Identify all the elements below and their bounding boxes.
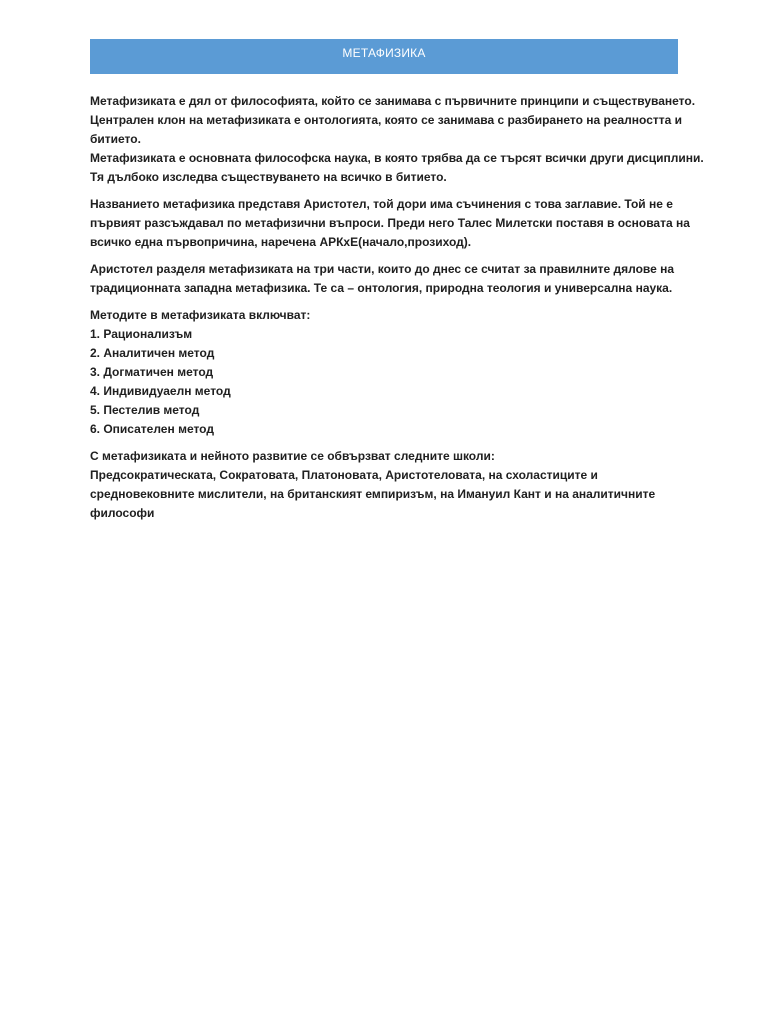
- text-line: Названието метафизика представя Аристотел, той дори има съчинения с това заглавие. Той не е: [90, 197, 673, 211]
- text-line: философи: [90, 506, 155, 520]
- text-line: всичко една първопричина, наречена АРКхЕ(начало,прозиход).: [90, 235, 472, 249]
- list-item: 6. Описателен метод: [90, 422, 214, 436]
- text-line: първият разсъждавал по метафизични въпроси. Преди него Талес Милетски поставя в основата на: [90, 216, 690, 230]
- text-line: Метафизиката е основната философска наука, в която трябва да се търсят всички други дисциплини.: [90, 151, 704, 165]
- title-bar: [90, 39, 678, 74]
- paragraph-methods: [90, 306, 690, 439]
- document-body: [90, 92, 704, 531]
- list-item: 5. Пестелив метод: [90, 403, 200, 417]
- list-item: 2. Аналитичен метод: [90, 346, 215, 360]
- methods-heading: Методите в метафизиката включват:: [90, 308, 311, 322]
- text-line: С метафизиката и нейното развитие се обвързват следните школи:: [90, 449, 495, 463]
- text-line: Тя дълбоко изследва съществуването на всичко в битието.: [90, 170, 447, 184]
- list-item: 3. Догматичен метод: [90, 365, 214, 379]
- text-line: Предсократическата, Сократовата, Платоновата, Аристотеловата, на схоластиците и: [90, 468, 598, 482]
- paragraph-three-parts: [90, 260, 690, 298]
- paragraph-aristotle-name: [90, 195, 690, 252]
- text-line: средновековните мислители, на британският емпиризъм, на Имануил Кант и на аналитичните: [90, 487, 656, 501]
- text-line: традиционната западна метафизика. Те са – онтология, природна теология и универсална наука.: [90, 281, 673, 295]
- list-item: 4. Индивидуаелн метод: [90, 384, 231, 398]
- text-line: битието.: [90, 132, 141, 146]
- text-line: Аристотел разделя метафизиката на три части, които до днес се считат за правилните дялове на: [90, 262, 675, 276]
- text-line: Метафизиката е дял от философията, който се занимава с първичните принципи и съществуването.: [90, 94, 696, 108]
- page-title: МЕТАФИЗИКА: [342, 46, 426, 60]
- paragraph-definition: [90, 92, 704, 187]
- list-item: 1. Рационализъм: [90, 327, 193, 341]
- paragraph-schools: [90, 447, 690, 523]
- text-line: Централен клон на метафизиката е онтологията, която се занимава с разбирането на реалността и: [90, 113, 683, 127]
